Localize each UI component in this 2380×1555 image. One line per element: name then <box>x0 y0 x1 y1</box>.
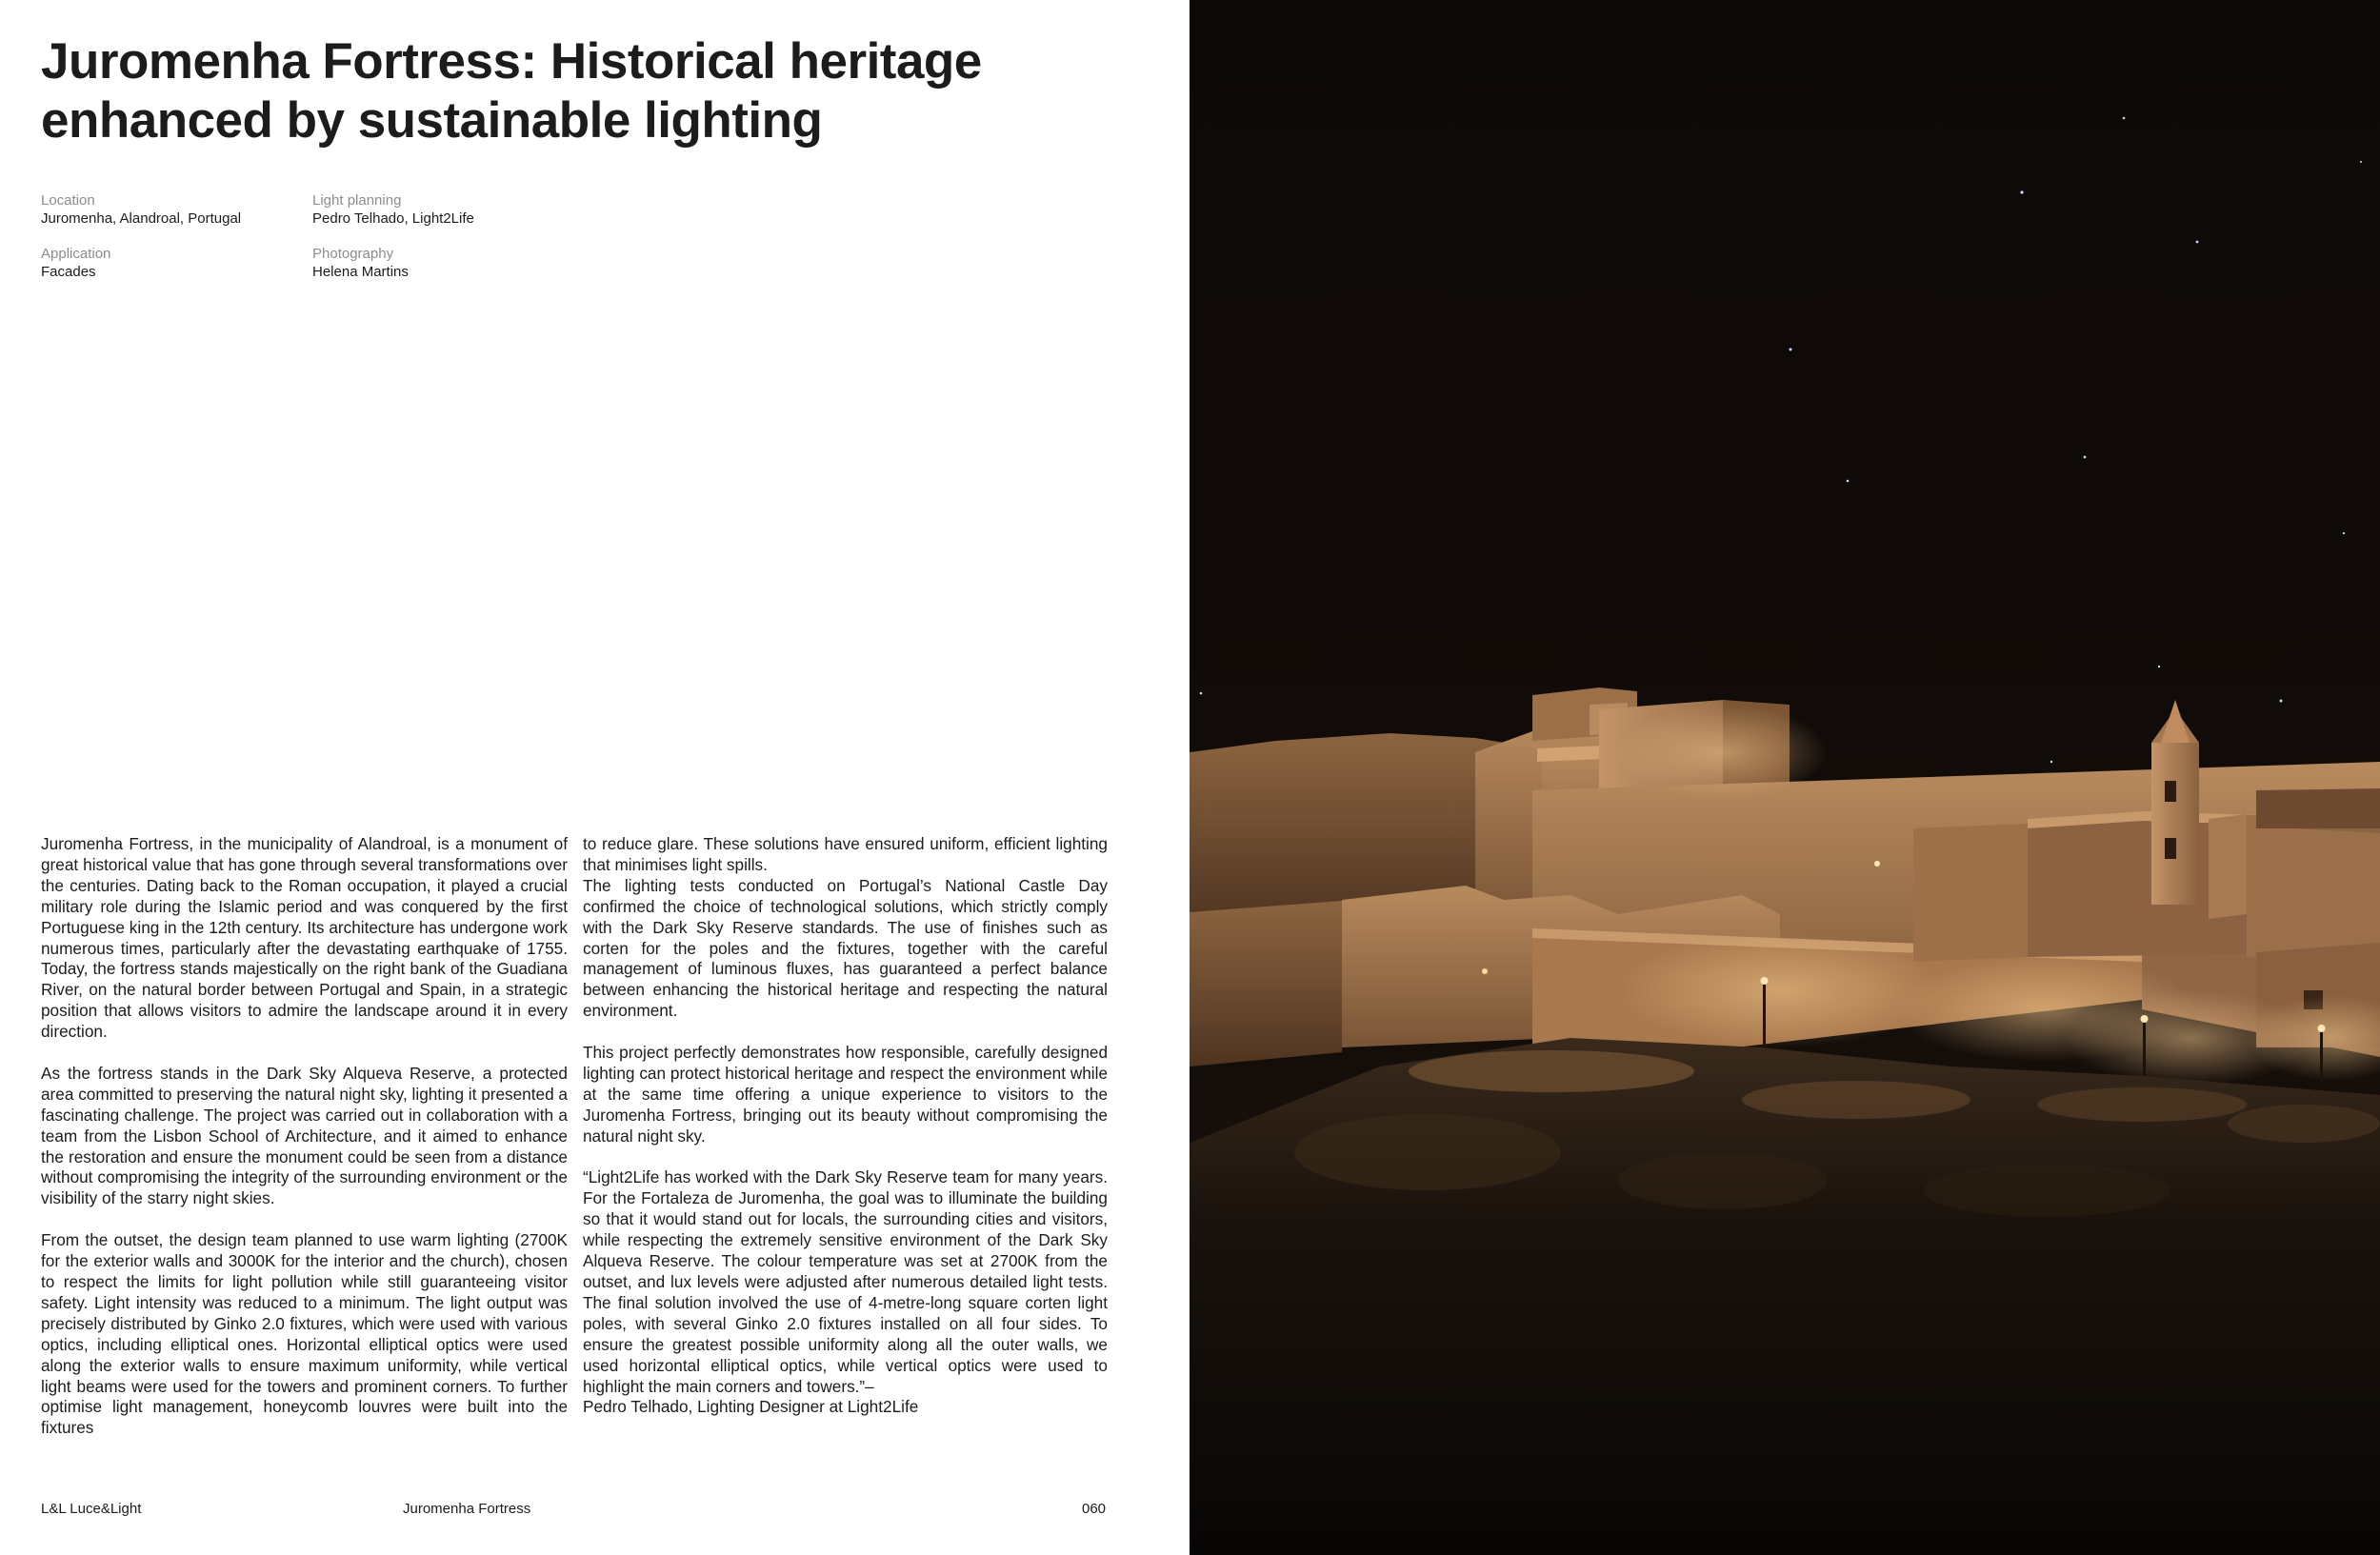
meta-light-planning-value: Pedro Telhado, Light2Life <box>312 210 474 227</box>
meta-photography-label: Photography <box>312 246 394 262</box>
body-paragraph: This project perfectly demonstrates how responsible, carefully designed lighting can protect historical heritage and respect the environment while at the same time offering a unique experience to visitors to the Juromenha Fortress, bringing out its beauty without compromising the natural night sky. <box>583 1043 1108 1146</box>
footer-magazine: L&L Luce&Light <box>41 1501 142 1517</box>
body-column-left <box>41 834 568 1439</box>
meta-application-value: Facades <box>41 264 96 280</box>
meta-application-label: Application <box>41 246 111 262</box>
meta-location <box>41 191 241 228</box>
body-paragraph: to reduce glare. These solutions have ensured uniform, efficient lighting that minimises light spills. <box>583 834 1108 874</box>
footer-section: Juromenha Fortress <box>403 1501 531 1517</box>
body-paragraph: From the outset, the design team planned to use warm lighting (2700K for the exterior walls and 3000K for the interior and the church), chosen to respect the limits for light pollution while still guaranteeing visitor safety. Light intensity was reduced to a minimum. The light output was precisely distributed by Ginko 2.0 fixtures, which were used with various optics, including elliptical ones. Horizontal elliptical optics were used along the exterior walls to ensure maximum uniformity, while vertical light beams were used for the towers and prominent corners. To further optimise light management, honeycomb louvres were built into the fixtures <box>41 1230 568 1438</box>
meta-location-label: Location <box>41 192 95 209</box>
meta-light-planning <box>312 191 474 228</box>
meta-location-value: Juromenha, Alandroal, Portugal <box>41 210 242 227</box>
body-paragraph: Juromenha Fortress, in the municipality of Alandroal, is a monument of great historical value that has gone through several transformations over the centuries. Dating back to the Roman occupation, it played a crucial military role during the Islamic period and was conquered by the first Portuguese king in the 12th century. Its architecture has undergone work numerous times, particularly after the devastating earthquake of 1755. Today, the fortress stands majestically on the right bank of the Guadiana River, on the natural border between Portugal and Spain, in a strategic position that allows visitors to admire the landscape around it in every direction. <box>41 834 568 1042</box>
body-column-right <box>583 834 1108 1418</box>
quote-paragraph: “Light2Life has worked with the Dark Sky Reserve team for many years. For the Fortaleza de Juromenha, the goal was to illuminate the building so that it would stand out for locals, the surrounding cities and visitors, while respecting the extremely sensitive environment of the Dark Sky Alqueva Reserve. The colour temperature was set at 2700K from the outset, and lux levels were adjusted after numerous detailed light tests. The final solution involved the use of 4-metre-long square corten light poles, with several Ginko 2.0 fixtures installed on all four sides. To ensure the greatest possible uniformity along all the outer walls, we used horizontal elliptical optics, while vertical optics were used to highlight the main corners and towers.”– <box>583 1167 1108 1396</box>
body-paragraph: The lighting tests conducted on Portugal’s National Castle Day confirmed the choice of technological solutions, which strictly comply with the Dark Sky Reserve standards. The use of finishes such as corten for the poles and the fixtures, together with the careful management of luminous fluxes, has guaranteed a perfect balance between enhancing the historical heritage and respecting the natural environment. <box>583 875 1108 1021</box>
fortress-photo-illustration <box>1190 0 2380 1555</box>
quote-attribution: Pedro Telhado, Lighting Designer at Light2Life <box>583 1397 919 1417</box>
body-paragraph: As the fortress stands in the Dark Sky Alqueva Reserve, a protected area committed to preserving the natural night sky, lighting it presented a fascinating challenge. The project was carried out in collaboration with a team from the Lisbon School of Architecture, and it aimed to enhance the restoration and ensure the monument could be seen from a distance without compromising the integrity of the surrounding environment or the visibility of the starry night skies. <box>41 1063 568 1208</box>
fortress-night-photo <box>1190 0 2380 1555</box>
meta-photography-value: Helena Martins <box>312 264 409 280</box>
title-line-2: enhanced by sustainable lighting <box>41 92 823 149</box>
meta-light-planning-label: Light planning <box>312 192 402 209</box>
meta-photography <box>312 245 409 281</box>
footer-page-number: 060 <box>1082 1501 1107 1517</box>
title-line-1: Juromenha Fortress: Historical heritage <box>41 33 982 90</box>
meta-application <box>41 245 110 281</box>
article-title <box>41 32 1089 150</box>
